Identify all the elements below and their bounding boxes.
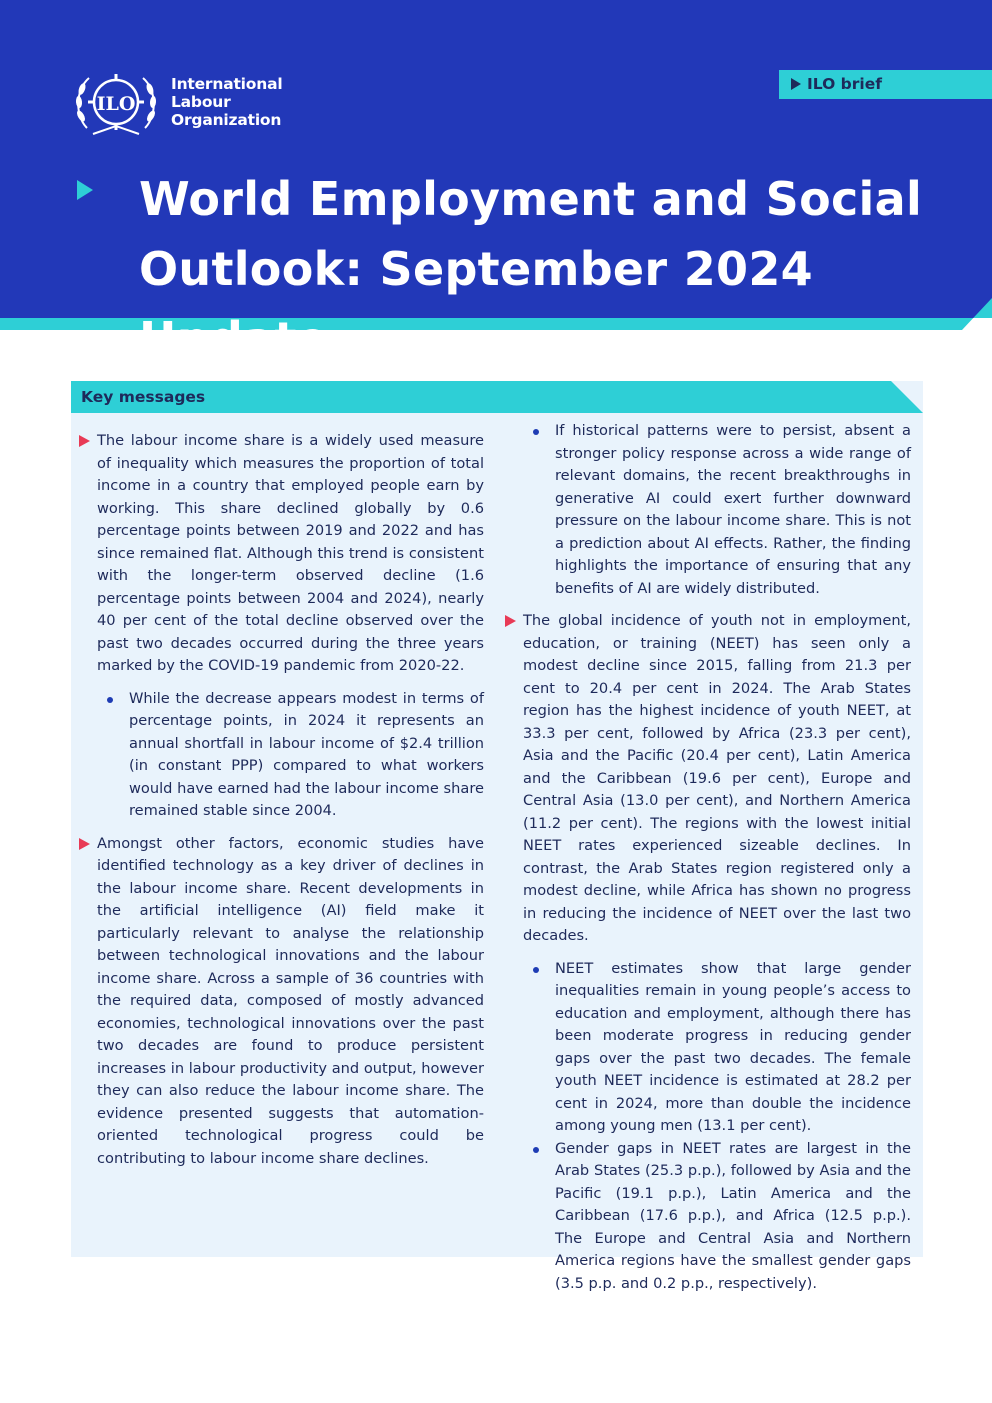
red-triangle-bullet-icon	[505, 615, 516, 627]
play-triangle-icon	[791, 78, 801, 90]
key-message-subitem	[555, 958, 911, 1138]
red-triangle-bullet-icon	[79, 435, 90, 447]
organization-name	[171, 75, 282, 129]
left-column	[97, 430, 484, 1180]
ilo-logo-icon	[73, 68, 159, 140]
key-message-text: The labour income share is a widely used measure of inequality which measures the proportion of total income in a country that employed people earn by working. This share declined globally by 0.6 percentage points between 2019 and 2022 and has since remained flat. Although this trend is consistent with the longer-term observed decline (1.6 percentage points between 2004 and 2024), nearly 40 per cent of the total decline observed over the past two decades occurred during the three years marked by the COVID-19 pandemic from 2020-22.	[97, 432, 484, 674]
key-message-item	[97, 430, 484, 678]
dot-bullet-icon	[533, 1147, 539, 1153]
org-name-line: Organization	[171, 111, 282, 129]
key-message-subitem	[555, 1138, 911, 1296]
key-message-item	[523, 610, 911, 948]
key-message-text: The global incidence of youth not in employment, education, or training (NEET) has seen only a modest decline since 2015, falling from 21.3 per cent to 20.4 per cent in 2024. The Arab States region has the highest incidence of youth NEET, at 33.3 per cent, followed by Africa (23.3 per cent), Asia and the Pacific (20.4 per cent), Latin America and the Caribbean (19.6 per cent), Europe and Central Asia (13.0 per cent), and Northern America (11.2 per cent). The regions with the lowest initial NEET rates experienced sizeable declines. In contrast, the Arab States region registered only a modest decline, while Africa has shown no progress in reducing the incidence of NEET over the last two decades.	[523, 612, 911, 944]
key-message-subtext: NEET estimates show that large gender inequalities remain in young people’s access to education and employment, although there has been moderate progress in reducing gender gaps over the past two decades. The female youth NEET incidence is estimated at 28.2 per cent in 2024, more than double the incidence among young men (13.1 per cent).	[555, 959, 911, 1134]
key-message-text: Amongst other factors, economic studies have identified technology as a key driver of declines in the labour income share. Recent developments in the artificial intelligence (AI) field make it particularly relevant to analyse the relationship between technological innovations and the labour income share. Across a sample of 36 countries with the required data, composed of mostly advanced economies, technological innovations over the past two decades are found to produce persistent increases in labour productivity and output, however they can also reduce the labour income share. The evidence presented suggests that automation-oriented technological progress could be contributing to labour income share declines.	[97, 834, 484, 1167]
key-message-subitem	[129, 688, 484, 823]
key-message-subtext: Gender gaps in NEET rates are largest in the Arab States (25.3 p.p.), followed by Asia and the Pacific (19.1 p.p.), Latin America and the Caribbean (17.6 p.p.), and Africa (12.5 p.p.). The Europe and Central Asia and Northern America regions have the smallest gender gaps (3.5 p.p. and 0.2 p.p., respectively).	[555, 1139, 911, 1292]
key-message-item	[97, 833, 484, 1171]
ilo-brief-badge	[779, 70, 992, 99]
org-name-line: International	[171, 75, 283, 93]
red-triangle-bullet-icon	[79, 838, 90, 850]
key-messages-heading: Key messages	[81, 388, 206, 406]
dot-bullet-icon	[533, 429, 539, 435]
document-title: World Employment and Social Outlook: September 2024 Update	[139, 172, 923, 366]
right-column	[523, 420, 911, 1295]
badge-label: ILO brief	[807, 75, 882, 93]
dot-bullet-icon	[533, 967, 539, 973]
dot-bullet-icon	[107, 697, 113, 703]
header-banner	[0, 0, 992, 366]
key-message-subtext: While the decrease appears modest in terms of percentage points, in 2024 it represents an annual shortfall in labour income of $2.4 trillion (in constant PPP) compared to what workers would have earned had the labour income share remained stable since 2004.	[129, 689, 484, 819]
logo-text: ILO	[96, 93, 136, 115]
org-name-line: Labour	[171, 93, 231, 111]
key-message-subitem	[555, 420, 911, 600]
title-arrow-icon	[77, 180, 93, 200]
key-message-subtext: If historical patterns were to persist, absent a stronger policy response across a wide range of relevant domains, the recent breakthroughs in generative AI could exert further downward pressure on the labour income share. This is not a prediction about AI effects. Rather, the finding highlights the importance of ensuring that any benefits of AI are widely distributed.	[555, 422, 911, 597]
